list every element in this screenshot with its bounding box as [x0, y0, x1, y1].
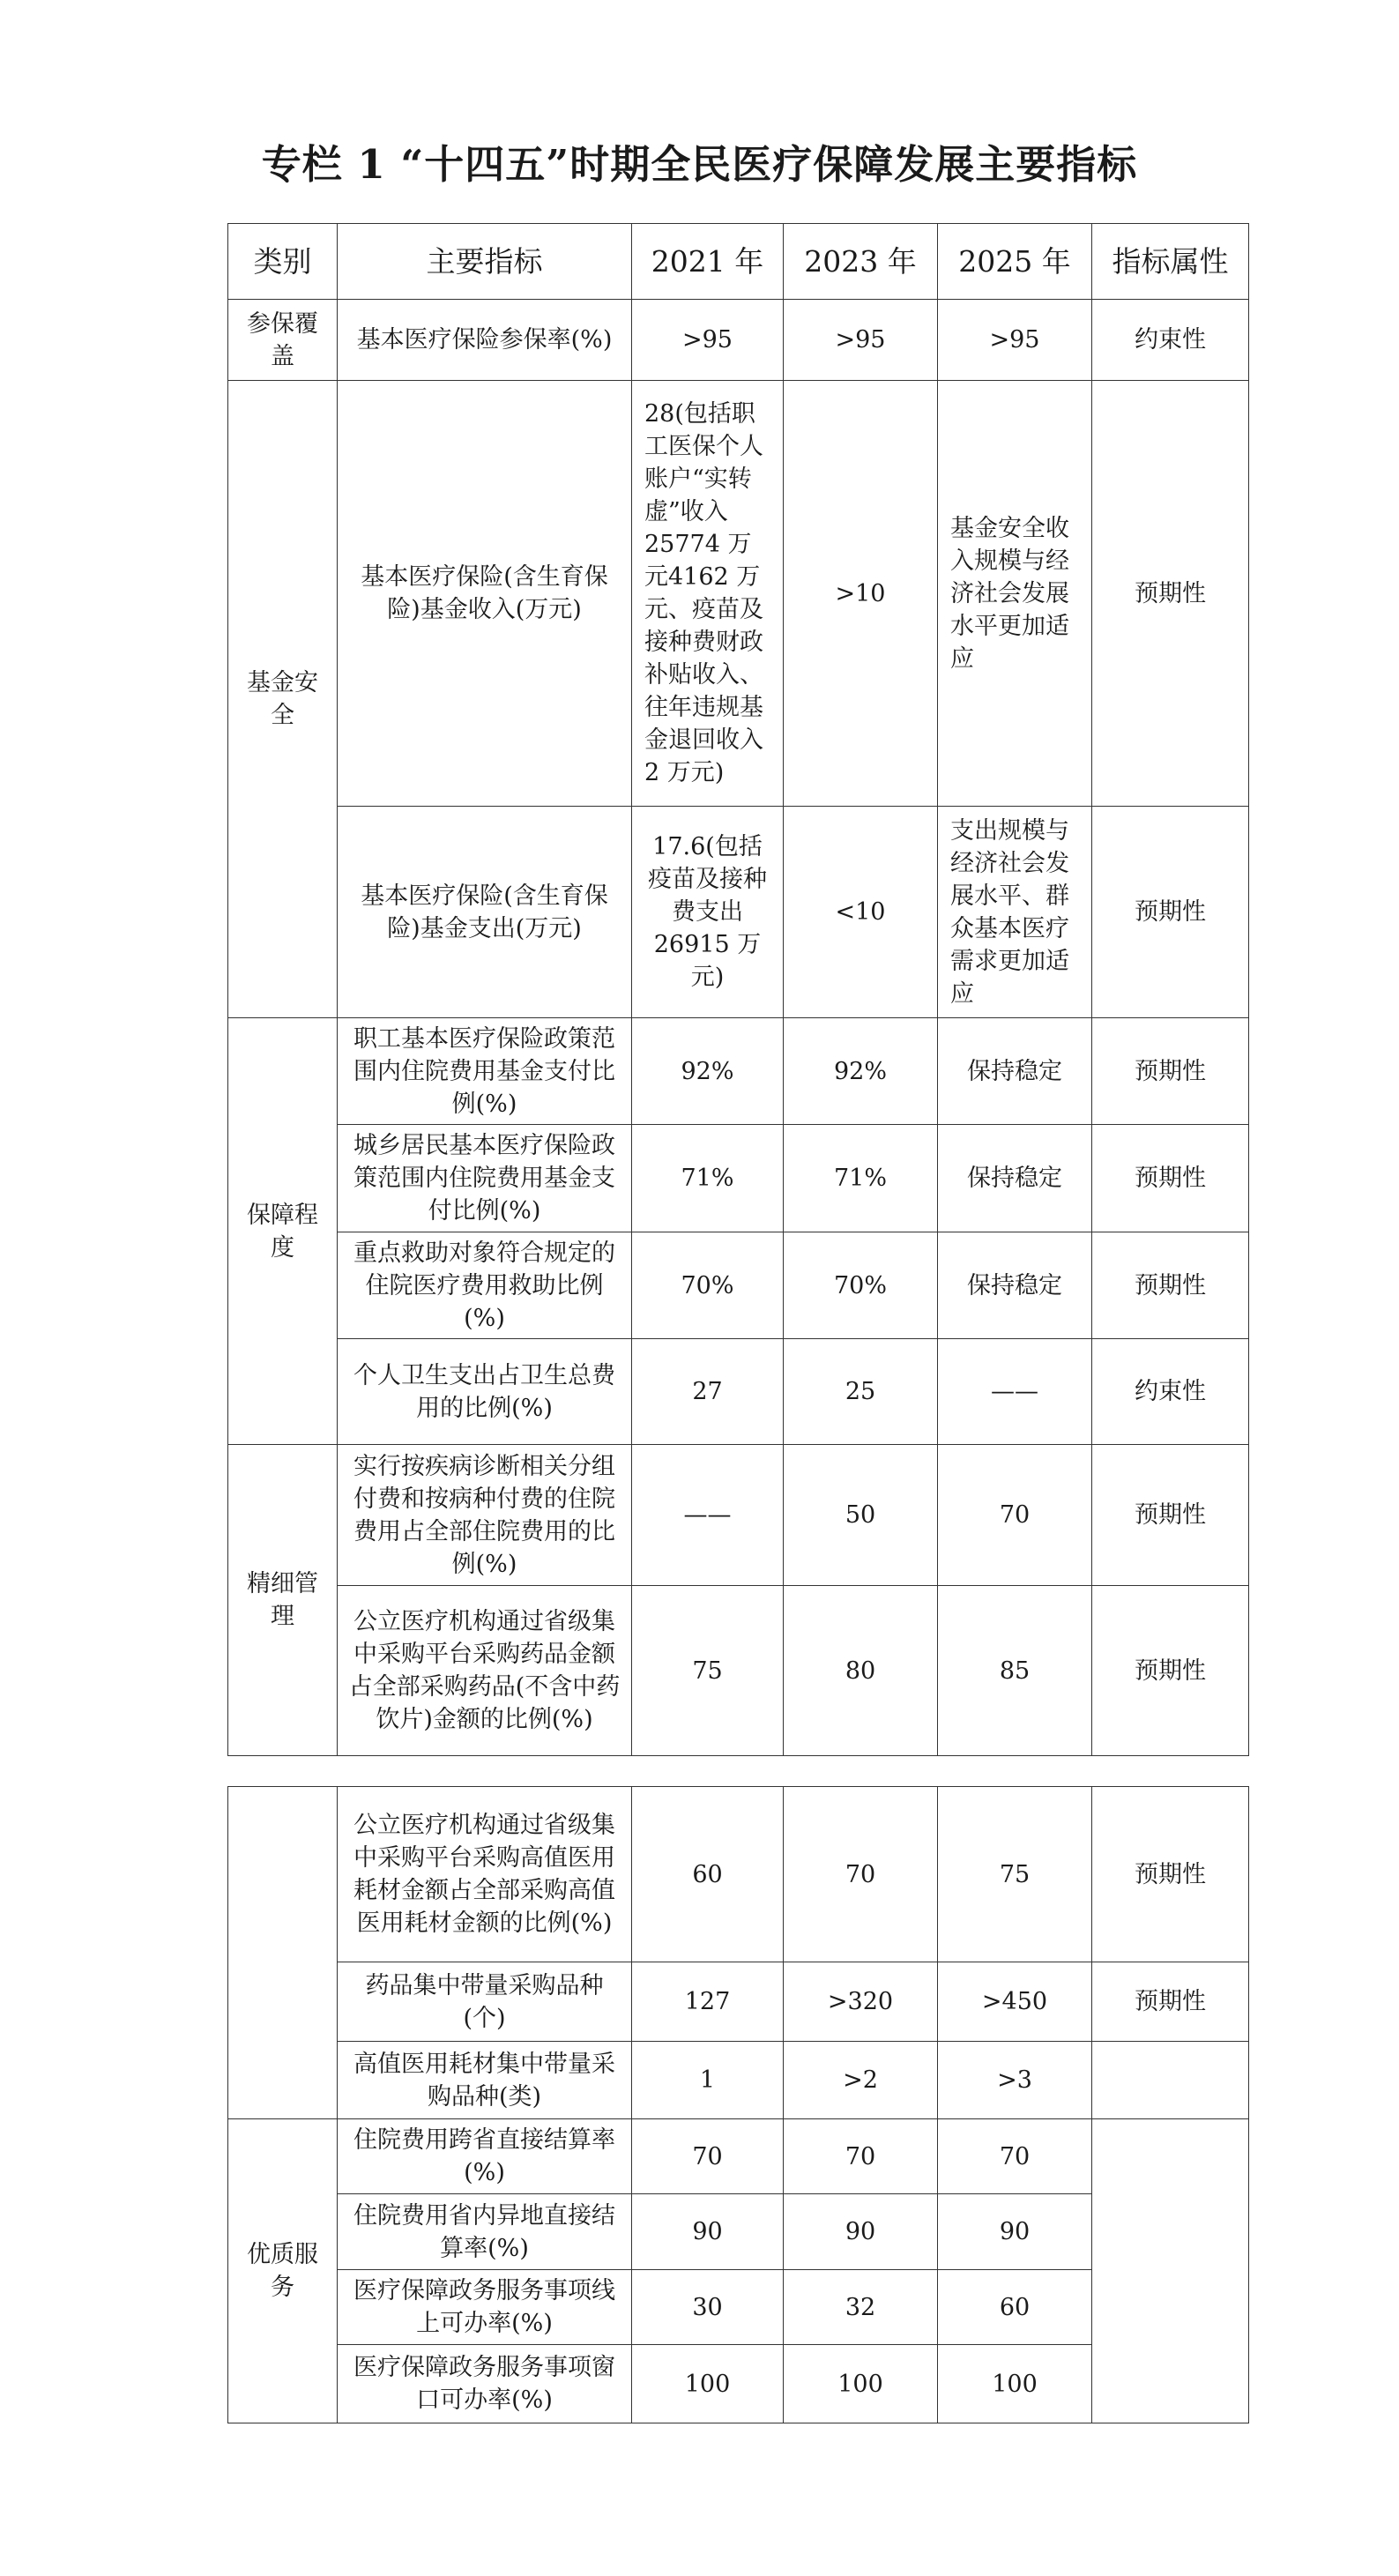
value-2021-cell: 60 [632, 1787, 784, 1962]
table-row [228, 1445, 1249, 1586]
value-2023-cell: 80 [784, 1586, 938, 1756]
attribute-cell: 预期性 [1092, 1125, 1249, 1232]
table-row [228, 807, 1249, 1018]
value-2025-cell: 70 [938, 1445, 1092, 1586]
value-2025-cell: >3 [938, 2042, 1092, 2119]
value-2023-cell: 90 [784, 2194, 938, 2270]
indicator-cell: 药品集中带量采购品种(个) [338, 1962, 632, 2042]
value-2023-cell: >95 [784, 300, 938, 381]
category-cell: 参保覆盖 [228, 300, 338, 381]
value-2025-cell: 支出规模与经济社会发展水平、群众基本医疗需求更加适应 [938, 807, 1092, 1018]
indicator-cell: 重点救助对象符合规定的住院医疗费用救助比例(%) [338, 1232, 632, 1339]
table-row [228, 1125, 1249, 1232]
value-2025-cell: >95 [938, 300, 1092, 381]
value-2021-cell: 127 [632, 1962, 784, 2042]
indicator-cell: 实行按疾病诊断相关分组付费和按病种付费的住院费用占全部住院费用的比例(%) [338, 1445, 632, 1586]
value-2025-cell: 保持稳定 [938, 1125, 1092, 1232]
indicators-table [227, 223, 1249, 1756]
value-2025-cell: 基金安全收入规模与经济社会发展水平更加适应 [938, 381, 1092, 807]
indicators-table-continued [227, 1786, 1249, 2423]
value-2023-cell: 92% [784, 1018, 938, 1125]
table-row [228, 1339, 1249, 1445]
table-row [228, 1962, 1249, 2042]
indicator-cell: 医疗保障政务服务事项线上可办率(%) [338, 2270, 632, 2345]
table-row [228, 1232, 1249, 1339]
header-category: 类别 [228, 224, 338, 300]
value-2023-cell: >2 [784, 2042, 938, 2119]
value-2025-cell: 保持稳定 [938, 1018, 1092, 1125]
value-2023-cell: 70 [784, 2119, 938, 2194]
attribute-cell: 预期性 [1092, 1018, 1249, 1125]
indicator-cell: 职工基本医疗保险政策范围内住院费用基金支付比例(%) [338, 1018, 632, 1125]
indicator-cell: 基本医疗保险(含生育保险)基金支出(万元) [338, 807, 632, 1018]
value-2023-cell: 100 [784, 2345, 938, 2423]
value-2023-cell: 25 [784, 1339, 938, 1445]
value-2023-cell: 70% [784, 1232, 938, 1339]
value-2025-cell: 85 [938, 1586, 1092, 1756]
value-2021-cell: 28(包括职工医保个人账户“实转虚”收入25774 万元4162 万元、疫苗及接种费财政补贴收入、往年违规基金退回收入 2 万元) [632, 381, 784, 807]
value-2021-cell: 100 [632, 2345, 784, 2423]
value-2023-cell: 71% [784, 1125, 938, 1232]
value-2023-cell: 70 [784, 1787, 938, 1962]
indicator-cell: 住院费用跨省直接结算率(%) [338, 2119, 632, 2194]
attribute-cell [1092, 2042, 1249, 2119]
table-row [228, 2119, 1249, 2194]
table-row [228, 1586, 1249, 1756]
value-2025-cell: 75 [938, 1787, 1092, 1962]
attribute-cell: 约束性 [1092, 1339, 1249, 1445]
value-2023-cell: 50 [784, 1445, 938, 1586]
page-title: 专栏 1 “十四五”时期全民医疗保障发展主要指标 [261, 141, 1138, 188]
attribute-cell: 预期性 [1092, 807, 1249, 1018]
attribute-cell: 约束性 [1092, 300, 1249, 381]
attribute-cell: 预期性 [1092, 1232, 1249, 1339]
attribute-cell: 预期性 [1092, 1586, 1249, 1756]
value-2025-cell: >450 [938, 1962, 1092, 2042]
table-row [228, 381, 1249, 807]
value-2021-cell: 27 [632, 1339, 784, 1445]
value-2025-cell: —— [938, 1339, 1092, 1445]
value-2021-cell: 1 [632, 2042, 784, 2119]
indicator-cell: 公立医疗机构通过省级集中采购平台采购药品金额占全部采购药品(不含中药饮片)金额的比例(%) [338, 1586, 632, 1756]
value-2021-cell: 92% [632, 1018, 784, 1125]
indicator-cell: 住院费用省内异地直接结算率(%) [338, 2194, 632, 2270]
value-2021-cell: 90 [632, 2194, 784, 2270]
value-2023-cell: <10 [784, 807, 938, 1018]
value-2025-cell: 70 [938, 2119, 1092, 2194]
table-row [228, 300, 1249, 381]
category-cell: 精细管理 [228, 1445, 338, 1756]
header-2023: 2023 年 [784, 224, 938, 300]
attribute-cell-empty [1092, 2119, 1249, 2423]
header-indicator: 主要指标 [338, 224, 632, 300]
value-2021-cell: 75 [632, 1586, 784, 1756]
value-2021-cell: >95 [632, 300, 784, 381]
category-cell: 优质服务 [228, 2119, 338, 2423]
value-2023-cell: 32 [784, 2270, 938, 2345]
value-2021-cell: 30 [632, 2270, 784, 2345]
attribute-cell: 预期性 [1092, 1445, 1249, 1586]
table-row [228, 2042, 1249, 2119]
indicator-cell: 城乡居民基本医疗保险政策范围内住院费用基金支付比例(%) [338, 1125, 632, 1232]
value-2025-cell: 保持稳定 [938, 1232, 1092, 1339]
value-2021-cell: 17.6(包括疫苗及接种费支出26915 万元) [632, 807, 784, 1018]
header-2021: 2021 年 [632, 224, 784, 300]
indicator-cell: 公立医疗机构通过省级集中采购平台采购高值医用耗材金额占全部采购高值医用耗材金额的比例(%) [338, 1787, 632, 1962]
value-2021-cell: 70 [632, 2119, 784, 2194]
category-cell: 基金安全 [228, 381, 338, 1018]
value-2021-cell: 70% [632, 1232, 784, 1339]
attribute-cell: 预期性 [1092, 1787, 1249, 1962]
attribute-cell: 预期性 [1092, 1962, 1249, 2042]
indicator-cell: 医疗保障政务服务事项窗口可办率(%) [338, 2345, 632, 2423]
table-header-row [228, 224, 1249, 300]
category-cell-empty [228, 1787, 338, 2119]
indicator-cell: 基本医疗保险参保率(%) [338, 300, 632, 381]
value-2025-cell: 60 [938, 2270, 1092, 2345]
indicator-cell: 基本医疗保险(含生育保险)基金收入(万元) [338, 381, 632, 807]
table-row [228, 1018, 1249, 1125]
value-2025-cell: 100 [938, 2345, 1092, 2423]
value-2021-cell: —— [632, 1445, 784, 1586]
indicator-cell: 高值医用耗材集中带量采购品种(类) [338, 2042, 632, 2119]
header-attribute: 指标属性 [1092, 224, 1249, 300]
category-cell: 保障程度 [228, 1018, 338, 1445]
value-2023-cell: >10 [784, 381, 938, 807]
value-2021-cell: 71% [632, 1125, 784, 1232]
indicator-cell: 个人卫生支出占卫生总费用的比例(%) [338, 1339, 632, 1445]
value-2025-cell: 90 [938, 2194, 1092, 2270]
table-row [228, 1787, 1249, 1962]
header-2025: 2025 年 [938, 224, 1092, 300]
attribute-cell: 预期性 [1092, 381, 1249, 807]
value-2023-cell: >320 [784, 1962, 938, 2042]
